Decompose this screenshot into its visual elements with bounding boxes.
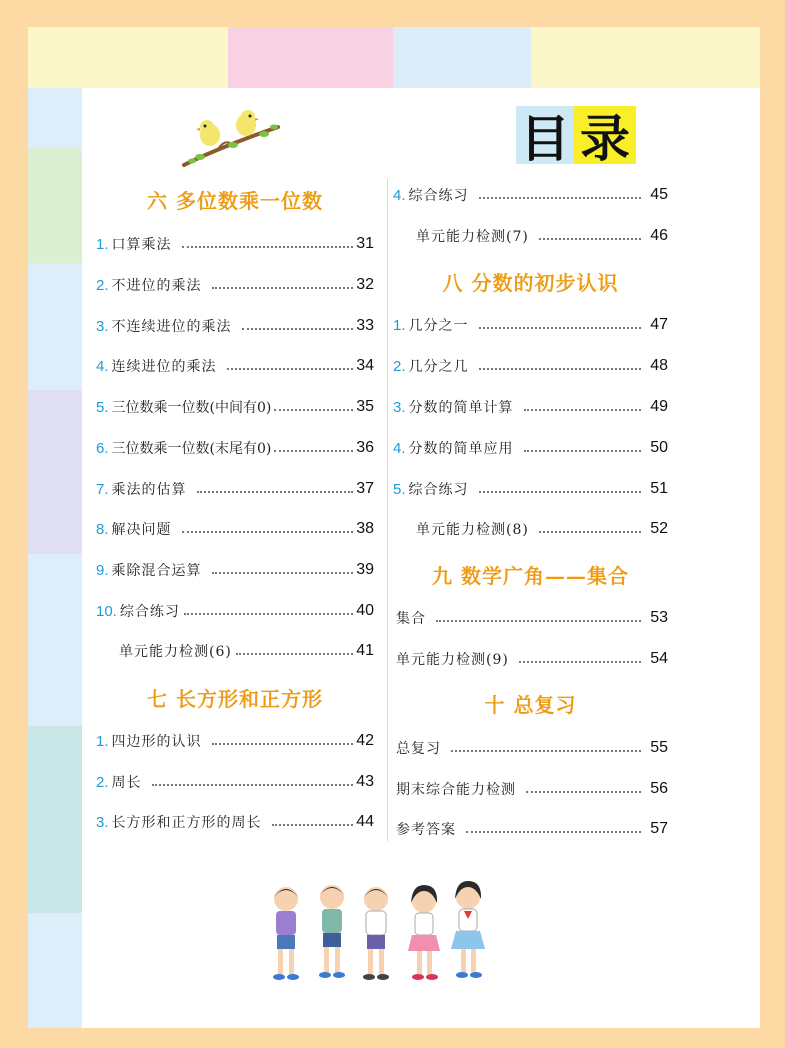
leader-dots: [479, 197, 642, 199]
leader-dots: [466, 831, 641, 833]
column-divider: [387, 179, 388, 841]
toc-entry[interactable]: [393, 355, 668, 377]
entry-number: 2.: [393, 357, 406, 375]
entry-title: 综合练习: [119, 604, 180, 620]
leader-dots: [197, 491, 354, 493]
entry-page: 34: [356, 357, 374, 374]
section-title-8: 八 分数的初步认识: [442, 271, 619, 295]
toc-entry[interactable]: [393, 478, 668, 500]
section-title-9: 九 数学广角——集合: [432, 564, 629, 588]
contents-page: [28, 27, 760, 1028]
toc-entry[interactable]: [96, 640, 374, 662]
children-illustration: [256, 879, 496, 989]
toc-entry[interactable]: [393, 396, 668, 418]
toc-entry[interactable]: [393, 818, 668, 840]
toc-entry[interactable]: [96, 771, 374, 793]
entry-page: 39: [356, 561, 374, 578]
section-title-7: 七 长方形和正方形: [147, 687, 323, 711]
entry-number: 2.: [96, 276, 109, 294]
entry-page: 45: [650, 186, 668, 203]
entry-number: 5.: [96, 398, 109, 416]
toc-entry[interactable]: [393, 648, 668, 670]
toc-entry[interactable]: [393, 437, 668, 459]
entry-page: 43: [356, 773, 374, 790]
entry-page: 48: [650, 357, 668, 374]
entry-title: 单元能力检测(9): [396, 652, 509, 668]
entry-title: 分数的简单应用: [408, 441, 514, 457]
entry-title: 乘除混合运算: [111, 563, 202, 579]
leader-dots: [479, 368, 642, 370]
entry-page: 49: [650, 398, 668, 415]
entry-number: 1.: [393, 316, 406, 334]
toc-entry[interactable]: [96, 518, 374, 540]
entry-page: 32: [356, 276, 374, 293]
leader-dots: [479, 491, 642, 493]
entry-number: 5.: [393, 480, 406, 498]
leader-dots: [184, 613, 353, 615]
entry-number: 8.: [96, 520, 109, 538]
leader-dots: [182, 246, 354, 248]
entry-page: 50: [650, 439, 668, 456]
top-color-band: [28, 27, 760, 88]
leader-dots: [479, 327, 642, 329]
leader-dots: [524, 450, 642, 452]
toc-entry[interactable]: [393, 314, 668, 336]
entry-page: 53: [650, 609, 668, 626]
section-title-6: 六 多位数乘一位数: [147, 189, 323, 213]
leader-dots: [539, 531, 641, 533]
entry-number: 1.: [96, 732, 109, 750]
birds-on-branch-illustration: [178, 105, 288, 170]
entry-page: 52: [650, 520, 668, 537]
leader-dots: [274, 409, 353, 411]
entry-title: 不连续进位的乘法: [111, 319, 232, 335]
leader-dots: [526, 791, 641, 793]
entry-number: 1.: [96, 235, 109, 253]
toc-entry[interactable]: [96, 600, 374, 622]
leader-dots: [451, 750, 641, 752]
entry-page: 31: [356, 235, 374, 252]
leader-dots: [212, 572, 354, 574]
entry-title: 分数的简单计算: [408, 400, 514, 416]
left-color-band: [28, 88, 82, 1028]
entry-title: 几分之几: [408, 359, 469, 375]
entry-title: 单元能力检测(8): [416, 522, 529, 538]
entry-title: 综合练习: [408, 188, 469, 204]
entry-number: 10.: [96, 602, 117, 620]
entry-title: 口算乘法: [111, 237, 172, 253]
leader-dots: [182, 531, 354, 533]
entry-title: 单元能力检测(7): [416, 229, 529, 245]
toc-entry[interactable]: [393, 737, 668, 759]
leader-dots: [274, 450, 353, 452]
leader-dots: [212, 743, 354, 745]
leader-dots: [227, 368, 354, 370]
entry-page: 33: [356, 317, 374, 334]
entry-number: 4.: [393, 186, 406, 204]
toc-entry[interactable]: [393, 778, 668, 800]
page-title: [516, 106, 636, 168]
toc-entry[interactable]: [96, 274, 374, 296]
leader-dots: [236, 653, 353, 655]
toc-entry[interactable]: [96, 437, 374, 459]
entry-number: 3.: [96, 317, 109, 335]
entry-page: 44: [356, 813, 374, 830]
entry-page: 54: [650, 650, 668, 667]
title-char-1: 目: [516, 106, 574, 164]
entry-page: 47: [650, 316, 668, 333]
entry-page: 35: [356, 398, 374, 415]
toc-entry[interactable]: [96, 730, 374, 752]
entry-number: 4.: [96, 357, 109, 375]
entry-title: 几分之一: [408, 318, 469, 334]
toc-entry[interactable]: [96, 478, 374, 500]
entry-title: 总复习: [396, 741, 441, 757]
entry-page: 37: [356, 480, 374, 497]
toc-entry[interactable]: [96, 811, 374, 833]
entry-title: 不进位的乘法: [111, 278, 202, 294]
toc-entry[interactable]: [96, 396, 374, 418]
entry-title: 周长: [111, 775, 142, 791]
entry-page: 42: [356, 732, 374, 749]
leader-dots: [539, 238, 641, 240]
toc-entry[interactable]: [96, 559, 374, 581]
leader-dots: [436, 620, 641, 622]
entry-number: 2.: [96, 773, 109, 791]
entry-title: 解决问题: [111, 522, 172, 538]
leader-dots: [272, 824, 354, 826]
entry-page: 56: [650, 780, 668, 797]
toc-entry[interactable]: [96, 315, 374, 337]
toc-entry[interactable]: [96, 233, 374, 255]
leader-dots: [212, 287, 354, 289]
section-title-10: 十 总复习: [484, 693, 577, 717]
entry-title: 四边形的认识: [111, 734, 202, 750]
entry-title: 三位数乘一位数(末尾有0): [111, 441, 272, 457]
toc-entry[interactable]: [393, 225, 668, 247]
entry-title: 长方形和正方形的周长: [111, 815, 262, 831]
toc-entry[interactable]: [393, 184, 668, 206]
entry-number: 6.: [96, 439, 109, 457]
title-char-2: 录: [574, 106, 636, 164]
entry-number: 4.: [393, 439, 406, 457]
entry-number: 7.: [96, 480, 109, 498]
entry-page: 57: [650, 820, 668, 837]
entry-title: 参考答案: [396, 822, 456, 838]
entry-title: 连续进位的乘法: [111, 359, 217, 375]
entry-title: 乘法的估算: [111, 482, 187, 498]
entry-number: 9.: [96, 561, 109, 579]
entry-page: 40: [356, 602, 374, 619]
entry-title: 期末综合能力检测: [396, 782, 516, 798]
entry-title: 集合: [396, 611, 426, 627]
entry-title: 三位数乘一位数(中间有0): [111, 400, 272, 416]
toc-entry[interactable]: [393, 607, 668, 629]
entry-title: 单元能力检测(6): [119, 644, 232, 660]
leader-dots: [242, 328, 354, 330]
leader-dots: [519, 661, 641, 663]
toc-entry[interactable]: [96, 355, 374, 377]
leader-dots: [152, 784, 354, 786]
entry-page: 36: [356, 439, 374, 456]
entry-number: 3.: [393, 398, 406, 416]
leader-dots: [524, 409, 642, 411]
entry-page: 55: [650, 739, 668, 756]
entry-page: 41: [356, 642, 374, 659]
entry-title: 综合练习: [408, 482, 469, 498]
entry-number: 3.: [96, 813, 109, 831]
entry-page: 51: [650, 480, 668, 497]
entry-page: 38: [356, 520, 374, 537]
entry-page: 46: [650, 227, 668, 244]
toc-entry[interactable]: [393, 518, 668, 540]
